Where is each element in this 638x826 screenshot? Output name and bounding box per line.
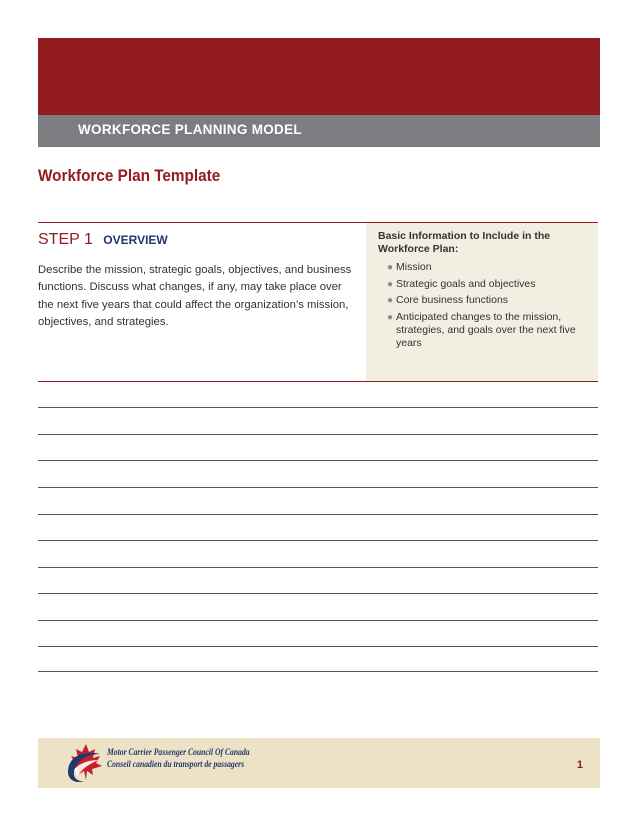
step-number: STEP 1 [38, 231, 93, 248]
writing-line[interactable] [38, 671, 598, 672]
writing-line[interactable] [38, 620, 598, 621]
footer [38, 738, 600, 788]
maple-leaf-logo-icon [62, 742, 106, 784]
writing-line[interactable] [38, 646, 598, 647]
org-name-french: Conseil canadien du transport de passagers [107, 759, 245, 769]
step-label: OVERVIEW [103, 233, 168, 247]
step-description: Describe the mission, strategic goals, objectives, and business functions. Discuss what changes, if any, may take place over the next five years that could affect the organization’s mission, objectives, and strategies. [38, 264, 352, 328]
page-title: Workforce Plan Template [38, 166, 221, 185]
writing-lines [38, 0, 598, 826]
bullet-icon: ● [387, 311, 394, 323]
writing-line[interactable] [38, 487, 598, 488]
writing-line[interactable] [38, 407, 598, 408]
info-box-title: Basic Information to Include in the Workforce Plan: [378, 230, 551, 255]
bullet-icon: ● [387, 262, 394, 273]
list-item-text: Mission [396, 261, 432, 273]
bullet-icon: ● [387, 295, 394, 306]
writing-line[interactable] [38, 567, 598, 568]
writing-line[interactable] [38, 514, 598, 515]
page-number: 1 [576, 759, 583, 771]
list-item-text: Strategic goals and objectives [396, 277, 536, 290]
list-item-text: Anticipated changes to the mission, strategies, and goals over the next five years [396, 310, 576, 349]
section-title: WORKFORCE PLANNING MODEL [78, 122, 302, 137]
bullet-icon: ● [387, 278, 394, 290]
writing-line[interactable] [38, 593, 598, 594]
list-item-text: Core business functions [396, 294, 509, 306]
org-name-english: Motor Carrier Passenger Council Of Canada [107, 747, 250, 757]
writing-line[interactable] [38, 460, 598, 461]
writing-line[interactable] [38, 434, 598, 435]
writing-line[interactable] [38, 540, 598, 541]
